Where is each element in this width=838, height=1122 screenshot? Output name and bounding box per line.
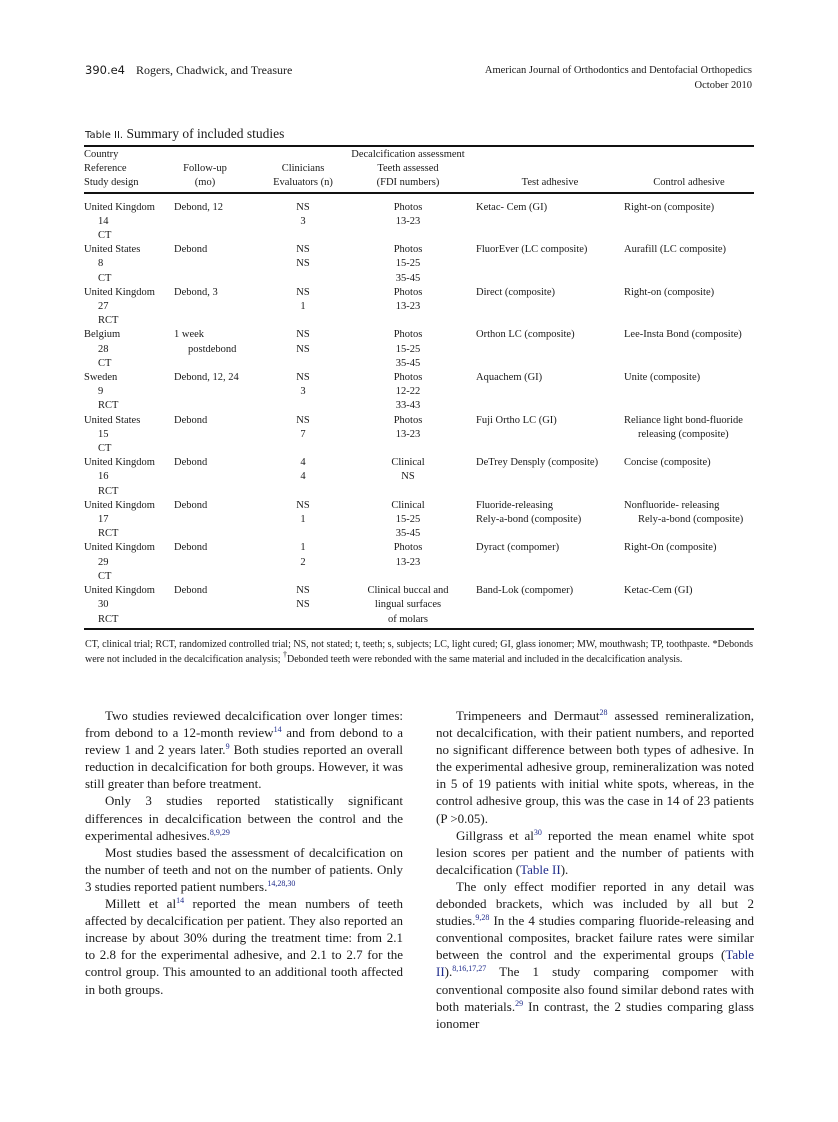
cell-assessment: Photos 15-25 35-45 <box>393 329 423 369</box>
footnote-abbreviations: CT, clinical trial; RCT, randomized controlled trial; NS, not stated; t, teeth; s, subjects; LC, light cured; GI, glass ionomer; MW, mouthwash; TP, toothpaste. <box>85 639 713 650</box>
citation-link[interactable]: 28 <box>599 708 608 717</box>
cell-assessment: Clinical 15-25 35-45 <box>391 499 425 540</box>
cell-country-reference-design: United Kingdom 29 CT <box>84 542 155 582</box>
body-column-right <box>436 707 754 1032</box>
cell-clinicians: NS 1 <box>296 286 310 313</box>
cell-followup: Debond, 3 <box>174 286 218 298</box>
header-clinicians: Clinicians Evaluators (n) <box>273 163 333 189</box>
citation-link[interactable]: 14 <box>273 725 282 735</box>
table-row <box>84 371 754 414</box>
cell-clinicians: NS 3 <box>296 372 310 398</box>
paragraph: Two studies reviewed decalcification over longer times: from debond to a 12-month review$^{14}$ and from debond to a review 1 and 2 years later.$^9$ Both studies reported an overall reduction in decalcification for both groups. However, it was still greater than before treatment. <box>85 708 403 792</box>
cell-clinicians: NS 1 <box>296 499 310 526</box>
cell-followup: Debond, 12 <box>174 201 223 213</box>
cell-followup: Debond <box>174 585 208 597</box>
cell-test-adhesive: DeTrey Densply (composite) <box>476 457 599 469</box>
paragraph: Gillgrass et $al^{30}$ reported the mean enamel white spot lesion scores per patient and the number of patients with decalcification (Table II). <box>436 827 754 877</box>
header-country: Country Reference Study design <box>84 149 139 189</box>
summary-table <box>84 148 754 627</box>
cell-country-reference-design: United States 15 CT <box>84 414 141 455</box>
cell-control-adhesive: Unite (composite) <box>624 372 701 384</box>
paragraph: Trimpeneers and Dermaut$^{28}$ assessed remineralization, not decalcification, with their patient numbers, and reported no significant difference between both types of adhesive. In the experimental adhesive group, remineralization was noted in 5 of 19 patients with initial white spots, whereas, in the control adhesive group, this was the case in 14 of 23 patients (P >0.05). <box>436 708 754 826</box>
citation-link[interactable]: 14 <box>176 896 185 906</box>
cell-country-reference-design: United Kingdom 16 RCT <box>84 457 155 497</box>
journal-title: American Journal of Orthodontics and Dentofacial Orthopedics <box>484 65 752 76</box>
cell-followup: Debond <box>174 414 208 426</box>
cell-followup: Debond <box>174 499 208 511</box>
header-control-adhesive: Control adhesive <box>653 177 725 189</box>
cell-country-reference-design: United States 8 CT <box>84 244 141 284</box>
table-footnote <box>85 638 753 667</box>
citation-link[interactable]: 8,9,29 <box>209 827 230 837</box>
table-reference-link[interactable]: Table II <box>520 861 561 877</box>
citation-link[interactable]: 14,28,30 <box>267 878 296 888</box>
citation-link[interactable]: 30 <box>533 827 542 837</box>
cell-control-adhesive: Reliance light bond-fluoride releasing (composite) <box>624 414 743 440</box>
page-number: 390.e4 <box>85 63 125 77</box>
cell-country-reference-design: United Kingdom 27 RCT <box>84 286 155 327</box>
issue-date: October 2010 <box>694 80 752 91</box>
cell-followup: 1 week postdebond <box>174 329 237 355</box>
cell-control-adhesive: Lee-Insta Bond (composite) <box>624 329 742 341</box>
paragraph: Millett et $al^{14}$ reported the mean numbers of teeth affected by decalcification per patient. They also reported an increase by about 30% during the treatment time: from 2.1 to 2.8 for the experimental adhesive, and 2.1 to 2.7 for the control group. This amounted to an additional tooth affected in both groups. <box>85 896 403 997</box>
table-title: Summary of included studies <box>126 126 285 141</box>
cell-test-adhesive: Aquachem (GI) <box>476 372 543 384</box>
table-reference-link[interactable]: Table II <box>436 947 754 980</box>
paragraph: Most studies based the assessment of decalcification on the number of teeth and not on the number of patients. Only 3 studies reported patient numbers.$^{14,28,30}$ <box>85 844 403 894</box>
table-top-rule <box>84 145 754 147</box>
cell-country-reference-design: United Kingdom 14 CT <box>84 201 155 242</box>
table-row <box>84 286 754 329</box>
cell-country-reference-design: Belgium 28 CT <box>84 329 121 369</box>
cell-assessment: Photos 13-23 <box>393 201 423 227</box>
cell-clinicians: NS NS <box>296 329 310 355</box>
cell-clinicians: NS NS <box>296 244 310 270</box>
cell-followup: Debond <box>174 457 208 469</box>
cell-country-reference-design: United Kingdom 17 RCT <box>84 499 155 540</box>
citation-link[interactable]: 8,16,17,27 <box>452 964 487 974</box>
cell-clinicians: 1 2 <box>300 542 306 568</box>
table-header-row <box>84 148 754 195</box>
citation-link[interactable]: 9 <box>225 742 230 752</box>
cell-followup: Debond <box>174 542 208 554</box>
cell-clinicians: NS 3 <box>296 201 310 227</box>
cell-control-adhesive: Nonfluoride- releasing Rely-a-bond (composite) <box>624 499 744 526</box>
table-label: Table II. <box>85 130 124 141</box>
footnote-star: *Debonds were not included in the decalcification analysis; <box>85 639 753 665</box>
paragraph: The only effect modifier reported in any detail was debonded brackets, which was included by all but 2 studies.$^{9,28}$ In the 4 studies comparing fluoride-releasing and conventional composites, bracket failure rates were similar between the control and the experimental groups (Table II).$^{8,16,17,27}$ The 1 study comparing compomer with conventional composite also found similar debond rates with both materials.$^{29}$ In contrast, the 2 studies comparing glass ionomer <box>436 878 754 1031</box>
running-header-left <box>85 63 292 78</box>
running-header-right <box>485 63 752 93</box>
table-bottom-rule <box>84 628 754 630</box>
cell-assessment: Photos 13-23 <box>393 542 423 568</box>
cell-test-adhesive: Orthon LC (composite) <box>476 329 575 341</box>
cell-control-adhesive: Concise (composite) <box>624 457 711 469</box>
header-assessment: Decalcification assessment Teeth assessed (FDI numbers) <box>351 149 465 189</box>
cell-assessment: Clinical buccal and lingual surfaces of molars <box>367 585 449 625</box>
cell-country-reference-design: United Kingdom 30 RCT <box>84 585 155 625</box>
cell-clinicians: NS NS <box>296 585 310 611</box>
header-followup: Follow-up (mo) <box>183 163 227 189</box>
table-row <box>84 195 754 244</box>
cell-clinicians: NS 7 <box>296 414 310 440</box>
cell-test-adhesive: Fluoride-releasing Rely-a-bond (composite) <box>476 499 582 526</box>
cell-assessment: Clinical NS <box>391 457 425 483</box>
cell-control-adhesive: Ketac-Cem (GI) <box>624 585 693 597</box>
citation-link[interactable]: 29 <box>515 998 524 1008</box>
authors: Rogers, Chadwick, and Treasure <box>136 63 293 77</box>
cell-clinicians: 4 4 <box>300 457 306 483</box>
footnote-dagger: Debonded teeth were rebonded with the same material and included in the decalcification analysis. <box>286 653 683 665</box>
cell-assessment: Photos 13-23 <box>393 414 423 440</box>
cell-control-adhesive: Right-on (composite) <box>624 201 715 213</box>
cell-country-reference-design: Sweden 9 RCT <box>84 372 119 412</box>
cell-followup: Debond <box>174 244 208 256</box>
citation-link[interactable]: 9,28 <box>475 913 490 923</box>
cell-control-adhesive: Right-On (composite) <box>624 542 717 554</box>
table-row <box>84 328 754 371</box>
body-column-left <box>85 707 403 998</box>
table-row <box>84 456 754 499</box>
paragraph: Only 3 studies reported statistically significant differences in decalcification between the control and the experimental adhesives.$^{8,9,29}$ <box>85 793 403 843</box>
cell-assessment: Photos 15-25 35-45 <box>393 244 423 284</box>
cell-test-adhesive: Fuji Ortho LC (GI) <box>476 414 557 426</box>
table-row <box>84 499 754 542</box>
cell-test-adhesive: FluorEver (LC composite) <box>476 244 588 256</box>
dagger-mark: † <box>282 649 287 659</box>
cell-followup: Debond, 12, 24 <box>174 372 239 384</box>
cell-assessment: Photos 12-22 33-43 <box>393 372 423 412</box>
table-row <box>84 414 754 457</box>
cell-test-adhesive: Band-Lok (compomer) <box>476 585 574 597</box>
cell-assessment: Photos 13-23 <box>393 286 423 313</box>
cell-test-adhesive: Direct (composite) <box>476 286 556 298</box>
table-caption <box>85 126 284 142</box>
table-row <box>84 584 754 627</box>
cell-test-adhesive: Dyract (compomer) <box>476 542 560 554</box>
table-row <box>84 541 754 584</box>
cell-control-adhesive: Right-on (composite) <box>624 286 715 298</box>
cell-control-adhesive: Aurafill (LC composite) <box>624 244 727 256</box>
table-row <box>84 243 754 286</box>
table-body <box>84 195 754 627</box>
header-test-adhesive: Test adhesive <box>521 177 579 189</box>
cell-test-adhesive: Ketac- Cem (GI) <box>476 201 548 213</box>
